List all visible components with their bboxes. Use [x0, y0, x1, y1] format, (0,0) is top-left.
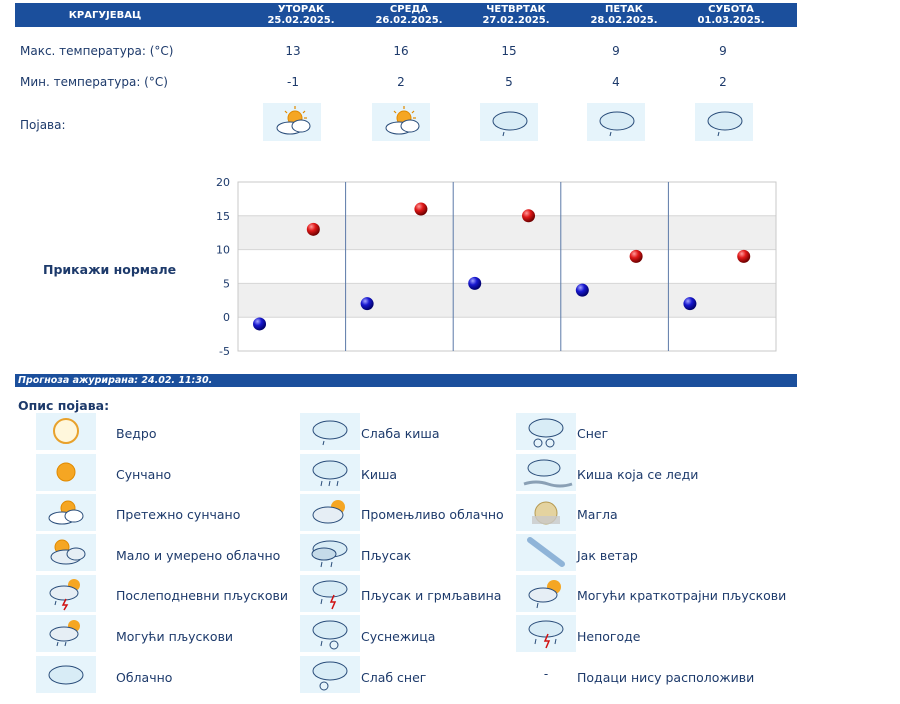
- y-tick-label: 20: [216, 176, 230, 189]
- day-name: ЧЕТВРТАК: [486, 4, 546, 15]
- legend-label: Послеподневни пљускови: [116, 588, 288, 603]
- storm-icon: [516, 615, 576, 652]
- clear-icon: [36, 413, 96, 450]
- max-temp-point: [522, 209, 535, 222]
- day-name: СРЕДА: [389, 4, 429, 15]
- legend-label: Слаба киша: [361, 426, 440, 441]
- legend-label: Јак ветар: [577, 548, 638, 563]
- legend-label: Промењливо облачно: [361, 507, 504, 522]
- thunder-shower-icon: [300, 575, 360, 612]
- shower-icon: [300, 534, 360, 571]
- legend-label: Снег: [577, 426, 609, 441]
- max-temp-value: 9: [719, 44, 727, 58]
- max-temp-value: 9: [612, 44, 620, 58]
- plot-border: [238, 182, 776, 351]
- city-name: КРАГУЈЕВАЦ: [68, 10, 142, 21]
- min-temp-point: [468, 277, 481, 290]
- forecast-updated-bar: Прогноза ажурирана: 24.02. 11:30.: [15, 374, 797, 387]
- no-data-dash: -: [543, 667, 549, 681]
- min-temp-point: [361, 297, 374, 310]
- max-temp-point: [414, 203, 427, 216]
- max-temp-value: 15: [501, 44, 517, 58]
- legend-label: Магла: [577, 507, 618, 522]
- min-temp-value: 4: [612, 75, 620, 89]
- legend-label: Могући пљускови: [116, 629, 234, 644]
- sunny-icon: [36, 454, 96, 491]
- legend-label: Пљусак: [361, 548, 412, 563]
- max-temp-point: [737, 250, 750, 263]
- legend-label: Мало и умерено облачно: [116, 548, 281, 563]
- min-temp-value: 2: [719, 75, 727, 89]
- fog-icon: [516, 494, 576, 531]
- y-tick-label: 10: [216, 243, 230, 257]
- freezing-rain-icon: [516, 454, 576, 491]
- phenomenon-label: Појава:: [20, 118, 66, 132]
- max-temp-value: 13: [285, 44, 301, 58]
- min-temp-point: [683, 297, 696, 310]
- min-temp-label: Мин. температура: (°C): [20, 75, 168, 89]
- legend-label: Сунчано: [116, 467, 172, 482]
- legend-label: Могући краткотрајни пљускови: [577, 588, 787, 603]
- variable-cloudy-icon: [300, 494, 360, 531]
- legend-label: Пљусак и грмљавина: [361, 588, 502, 603]
- light-rain-icon: [587, 103, 645, 141]
- day-header-3: [475, 3, 557, 28]
- day-header-1: [260, 3, 342, 28]
- max-temp-point: [630, 250, 643, 263]
- strong-wind-icon: [516, 534, 576, 571]
- light-rain-icon: [695, 103, 753, 141]
- light-rain-icon: [300, 413, 360, 450]
- day-date: 26.02.2025.: [375, 15, 443, 26]
- day-name: УТОРАК: [277, 4, 325, 15]
- day-name: СУБОТА: [708, 4, 754, 15]
- y-tick-label: 0: [223, 311, 230, 325]
- day-header-2: [368, 3, 450, 28]
- legend-label: Претежно сунчано: [116, 507, 241, 522]
- min-temp-value: 2: [397, 75, 405, 89]
- y-tick-label: 5: [223, 277, 230, 291]
- partly-cloudy-icon: [36, 534, 96, 571]
- mostly-sunny-icon: [372, 103, 430, 141]
- max-temp-label: Макс. температура: (°C): [20, 44, 174, 58]
- day-date: 27.02.2025.: [482, 15, 550, 26]
- legend-label: Ведро: [116, 426, 157, 441]
- brief-showers-icon: [516, 575, 576, 612]
- mostly-sunny-icon: [263, 103, 321, 141]
- legend-label: Киша која се леди: [577, 467, 699, 482]
- min-temp-point: [253, 317, 266, 330]
- show-normals-link[interactable]: Прикажи нормале: [43, 262, 177, 277]
- cloudy-icon: [36, 656, 96, 693]
- rain-icon: [300, 454, 360, 491]
- light-rain-icon: [480, 103, 538, 141]
- legend-label: Подаци нису расположиви: [577, 670, 755, 685]
- snow-icon: [516, 413, 576, 450]
- y-tick-label: 15: [216, 209, 230, 223]
- day-date: 28.02.2025.: [590, 15, 658, 26]
- max-temp-point: [307, 223, 320, 236]
- day-header-4: [583, 3, 665, 28]
- day-name: ПЕТАК: [605, 4, 643, 15]
- legend-title: Опис појава:: [18, 398, 110, 413]
- possible-showers-icon: [36, 615, 96, 652]
- day-date: 25.02.2025.: [267, 15, 335, 26]
- mostly-sunny-icon: [36, 494, 96, 531]
- temperature-chart: [210, 175, 780, 357]
- min-temp-value: -1: [287, 75, 299, 89]
- min-temp-value: 5: [505, 75, 513, 89]
- day-date: 01.03.2025.: [697, 15, 765, 26]
- sleet-icon: [300, 615, 360, 652]
- min-temp-point: [576, 284, 589, 297]
- legend-label: Облачно: [116, 670, 173, 685]
- legend-label: Слаб снег: [361, 670, 427, 685]
- afternoon-showers-icon: [36, 575, 96, 612]
- max-temp-value: 16: [393, 44, 409, 58]
- legend-label: Киша: [361, 467, 398, 482]
- light-snow-icon: [300, 656, 360, 693]
- y-tick-label: -5: [219, 345, 230, 357]
- legend-label: Суснежица: [361, 629, 436, 644]
- forecast-header: [15, 3, 797, 27]
- day-header-5: [690, 3, 772, 28]
- legend-label: Непогоде: [577, 629, 641, 644]
